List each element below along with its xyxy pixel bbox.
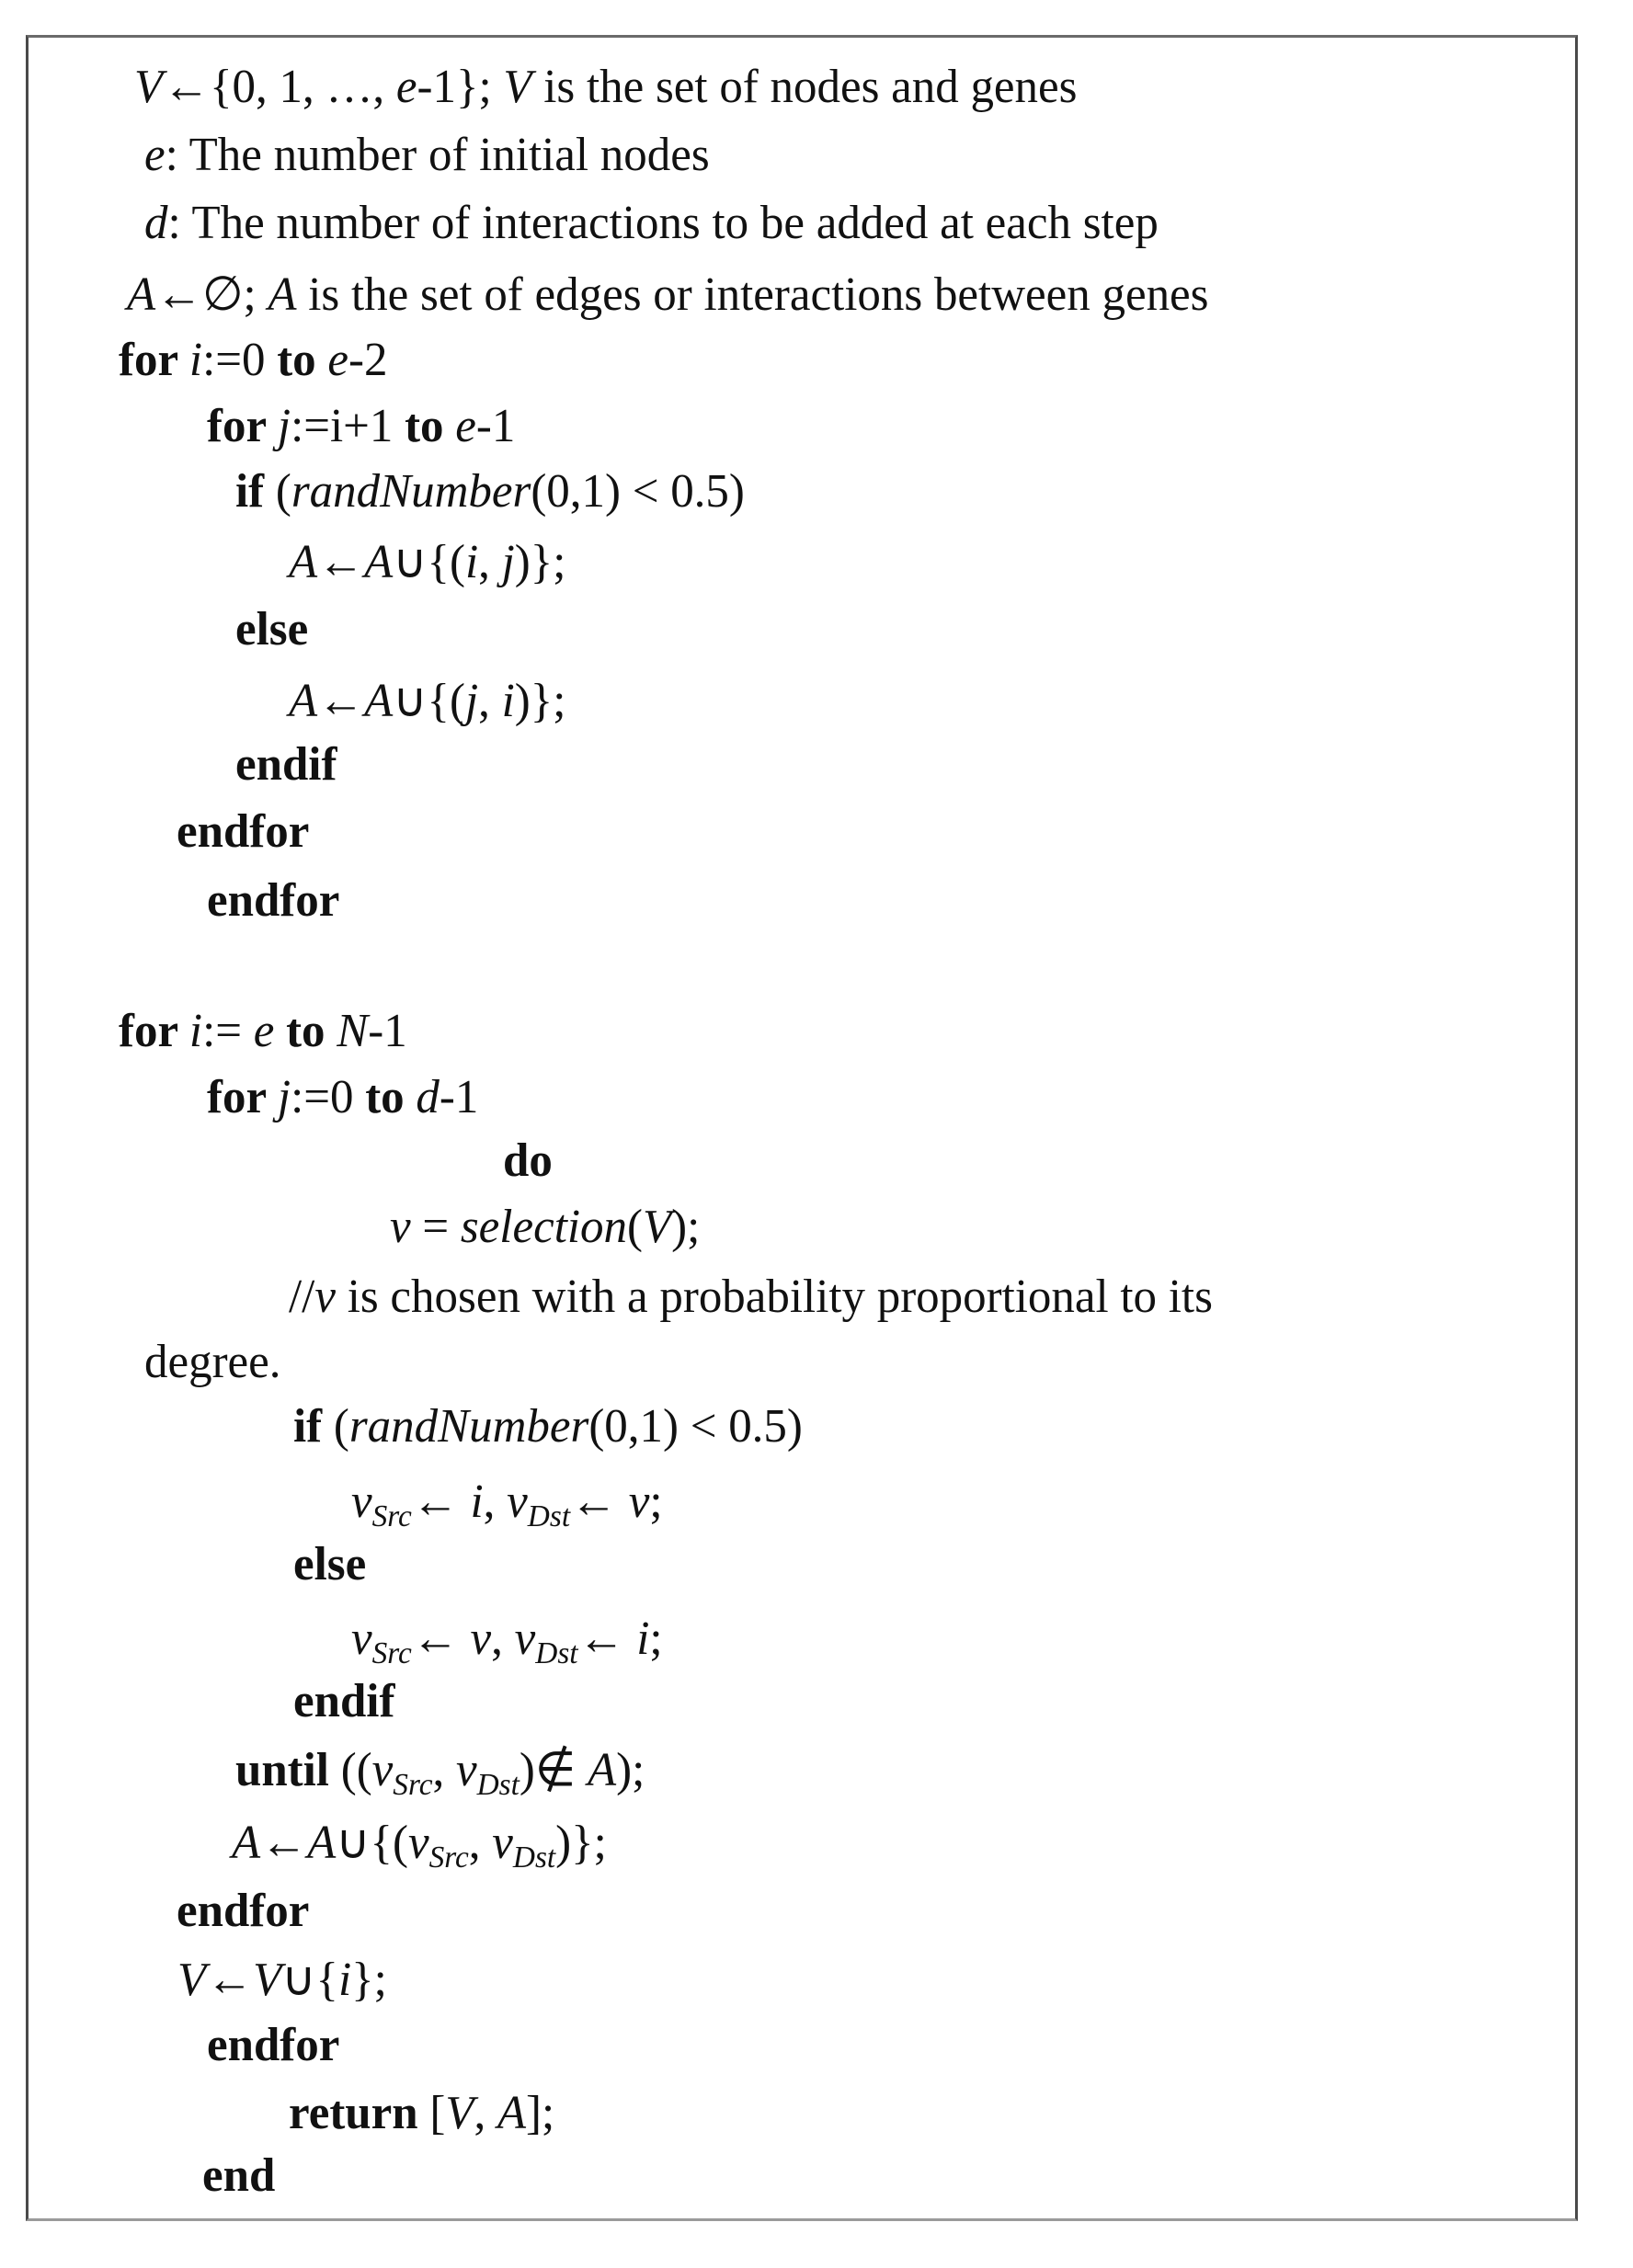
pseudocode-line — [390, 1200, 700, 1255]
pseudocode-line — [144, 128, 710, 183]
math-variable: V — [177, 1954, 207, 2006]
code-text: (0,1) < 0.5) — [531, 465, 745, 518]
pseudocode-line — [134, 60, 1077, 115]
code-text: -1}; — [417, 61, 504, 113]
math-variable: A — [289, 536, 318, 588]
code-text: -2 — [348, 334, 388, 386]
math-variable: A — [497, 2087, 527, 2139]
pseudocode-line — [289, 535, 565, 590]
code-text: )∉ — [519, 1744, 588, 1796]
math-variable: randNumber — [291, 465, 531, 518]
pseudocode-line — [293, 1399, 803, 1454]
code-text: -1 — [439, 1071, 479, 1123]
pseudocode-line — [207, 399, 515, 454]
keyword: else — [293, 1538, 367, 1590]
code-text: (0,1) < 0.5) — [588, 1400, 803, 1453]
pseudocode-line — [207, 2018, 339, 2073]
keyword: end — [202, 2149, 276, 2202]
math-variable: i — [501, 675, 515, 727]
keyword: to — [277, 334, 328, 386]
code-text: ∪{( — [393, 536, 465, 588]
code-text: // — [289, 1271, 315, 1323]
code-text: , — [478, 675, 502, 727]
pseudocode-line — [351, 1475, 663, 1544]
math-variable: v — [314, 1271, 336, 1323]
keyword: for — [119, 1005, 189, 1057]
code-text: )}; — [555, 1817, 607, 1869]
code-text: [ — [429, 2087, 446, 2139]
code-text: :=0 — [291, 1071, 366, 1123]
pseudocode-line — [207, 1070, 478, 1125]
pseudocode-line — [235, 737, 337, 792]
pseudocode-line — [293, 1674, 394, 1729]
code-text: ← — [411, 1613, 471, 1665]
code-text: , — [474, 2087, 497, 2139]
keyword: to — [405, 400, 456, 452]
pseudocode-line — [144, 1335, 281, 1390]
math-variable: v — [390, 1201, 411, 1253]
code-text: is chosen with a probability proportional to its — [335, 1271, 1213, 1323]
math-variable: j — [501, 536, 515, 588]
code-text: , — [468, 1817, 493, 1869]
subscript: Dst — [527, 1499, 571, 1533]
code-text: ← — [206, 1954, 254, 2006]
math-variable: v — [507, 1476, 528, 1528]
math-variable: A — [364, 536, 394, 588]
math-variable: e — [327, 334, 349, 386]
subscript: Src — [371, 1636, 412, 1670]
pseudocode-line — [232, 1816, 607, 1886]
code-text: ← — [570, 1476, 629, 1528]
math-variable: d — [144, 197, 168, 249]
code-text: ← — [260, 1817, 308, 1869]
keyword: return — [289, 2087, 430, 2139]
code-text: }; — [351, 1954, 387, 2006]
pseudocode-line — [293, 1537, 366, 1592]
code-text: ( — [333, 1400, 349, 1453]
math-variable: v — [514, 1613, 536, 1665]
code-text: , — [478, 536, 502, 588]
code-text: ←{0, 1, …, — [163, 61, 396, 113]
math-variable: A — [232, 1817, 261, 1869]
subscript: Dst — [512, 1841, 556, 1875]
pseudocode-line — [351, 1612, 663, 1681]
math-variable: j — [277, 400, 291, 452]
code-text: -1 — [475, 400, 516, 452]
math-variable: v — [371, 1744, 394, 1796]
code-text: ←∅; — [155, 268, 268, 321]
pseudocode-line — [289, 2086, 554, 2141]
code-text: ( — [626, 1201, 643, 1253]
math-variable: V — [134, 61, 164, 113]
code-text: :=i+1 — [291, 400, 405, 452]
code-text: ← — [577, 1613, 637, 1665]
pseudocode-line — [119, 1004, 407, 1059]
keyword: if — [293, 1400, 334, 1453]
pseudocode-line — [127, 268, 1209, 323]
pseudocode-line — [289, 1270, 1213, 1325]
math-variable: V — [253, 1954, 282, 2006]
math-variable: v — [455, 1744, 477, 1796]
code-text: )}; — [514, 536, 566, 588]
math-variable: d — [416, 1071, 440, 1123]
math-variable: e — [455, 400, 476, 452]
keyword: for — [207, 1071, 278, 1123]
pseudocode-line — [202, 2148, 275, 2204]
code-text: ∪{( — [336, 1817, 408, 1869]
subscript: Dst — [476, 1768, 520, 1802]
code-text: (( — [340, 1744, 372, 1796]
math-variable: v — [351, 1613, 372, 1665]
math-variable: N — [337, 1005, 369, 1057]
code-text: : The number of initial nodes — [165, 129, 710, 181]
math-variable: i — [188, 1005, 203, 1057]
math-variable: i — [470, 1476, 484, 1528]
keyword: if — [235, 465, 276, 518]
pseudocode-line — [177, 1884, 309, 1939]
math-variable: v — [407, 1817, 429, 1869]
math-variable: e — [253, 1005, 275, 1057]
pseudocode-line — [235, 602, 308, 657]
math-variable: i — [636, 1613, 650, 1665]
code-text: ∪{ — [281, 1954, 338, 2006]
code-text: ); — [671, 1201, 701, 1253]
math-variable: selection — [460, 1201, 627, 1253]
math-variable: e — [395, 61, 417, 113]
code-text: : The number of interactions to be added at each step — [167, 197, 1159, 249]
keyword: endif — [235, 738, 337, 791]
pseudocode-line — [207, 873, 339, 929]
keyword: else — [235, 603, 309, 655]
cropped-caption-remnant — [26, 22, 375, 31]
math-variable: j — [464, 675, 479, 727]
pseudocode-line — [235, 464, 745, 519]
math-variable: V — [642, 1201, 672, 1253]
pseudocode-line — [503, 1134, 553, 1189]
math-variable: A — [289, 675, 318, 727]
code-text: , — [483, 1476, 508, 1528]
math-variable: A — [307, 1817, 337, 1869]
math-variable: v — [628, 1476, 650, 1528]
code-text: is the set of nodes and genes — [531, 61, 1078, 113]
math-variable: A — [587, 1744, 617, 1796]
pseudocode-line — [119, 333, 387, 388]
code-text: ← — [317, 675, 365, 727]
code-text: ); — [616, 1744, 645, 1796]
math-variable: j — [277, 1071, 291, 1123]
pseudocode-line — [144, 196, 1159, 251]
math-variable: A — [268, 268, 297, 321]
math-variable: A — [127, 268, 156, 321]
keyword: do — [503, 1134, 553, 1187]
code-text: ← — [411, 1476, 471, 1528]
math-variable: v — [351, 1476, 372, 1528]
code-text: , — [432, 1744, 456, 1796]
keyword: endfor — [177, 805, 310, 858]
code-text: is the set of edges or interactions between genes — [296, 268, 1209, 321]
pseudocode-line — [289, 674, 565, 729]
keyword: endfor — [207, 874, 340, 927]
math-variable: v — [492, 1817, 513, 1869]
keyword: endfor — [177, 1885, 310, 1937]
math-variable: e — [144, 129, 166, 181]
keyword: to — [274, 1005, 337, 1057]
pseudocode-line — [177, 804, 309, 860]
code-text: :=0 — [202, 334, 278, 386]
code-text: := — [202, 1005, 254, 1057]
pseudocode-line — [177, 1953, 387, 2008]
keyword: until — [235, 1744, 341, 1796]
code-text: ∪{( — [393, 675, 465, 727]
code-text: ( — [275, 465, 291, 518]
math-variable: randNumber — [348, 1400, 589, 1453]
code-text: ]; — [526, 2087, 555, 2139]
math-variable: V — [503, 61, 532, 113]
code-text: -1 — [368, 1005, 407, 1057]
code-text: ; — [649, 1613, 663, 1665]
keyword: endfor — [207, 2019, 340, 2071]
math-variable: i — [337, 1954, 352, 2006]
keyword: to — [365, 1071, 417, 1123]
subscript: Src — [371, 1499, 412, 1533]
subscript: Dst — [535, 1636, 578, 1670]
code-text: degree. — [144, 1336, 281, 1388]
subscript: Src — [393, 1768, 433, 1802]
code-text: = — [410, 1201, 461, 1253]
math-variable: i — [188, 334, 203, 386]
keyword: endif — [293, 1675, 395, 1727]
code-text: , — [491, 1613, 515, 1665]
code-text: ← — [317, 536, 365, 588]
keyword: for — [207, 400, 278, 452]
math-variable: A — [364, 675, 394, 727]
pseudocode-line — [235, 1743, 645, 1813]
code-text: )}; — [514, 675, 566, 727]
math-variable: v — [470, 1613, 492, 1665]
math-variable: V — [445, 2087, 474, 2139]
math-variable: i — [464, 536, 479, 588]
keyword: for — [119, 334, 189, 386]
subscript: Src — [428, 1841, 469, 1875]
code-text: ; — [649, 1476, 663, 1528]
